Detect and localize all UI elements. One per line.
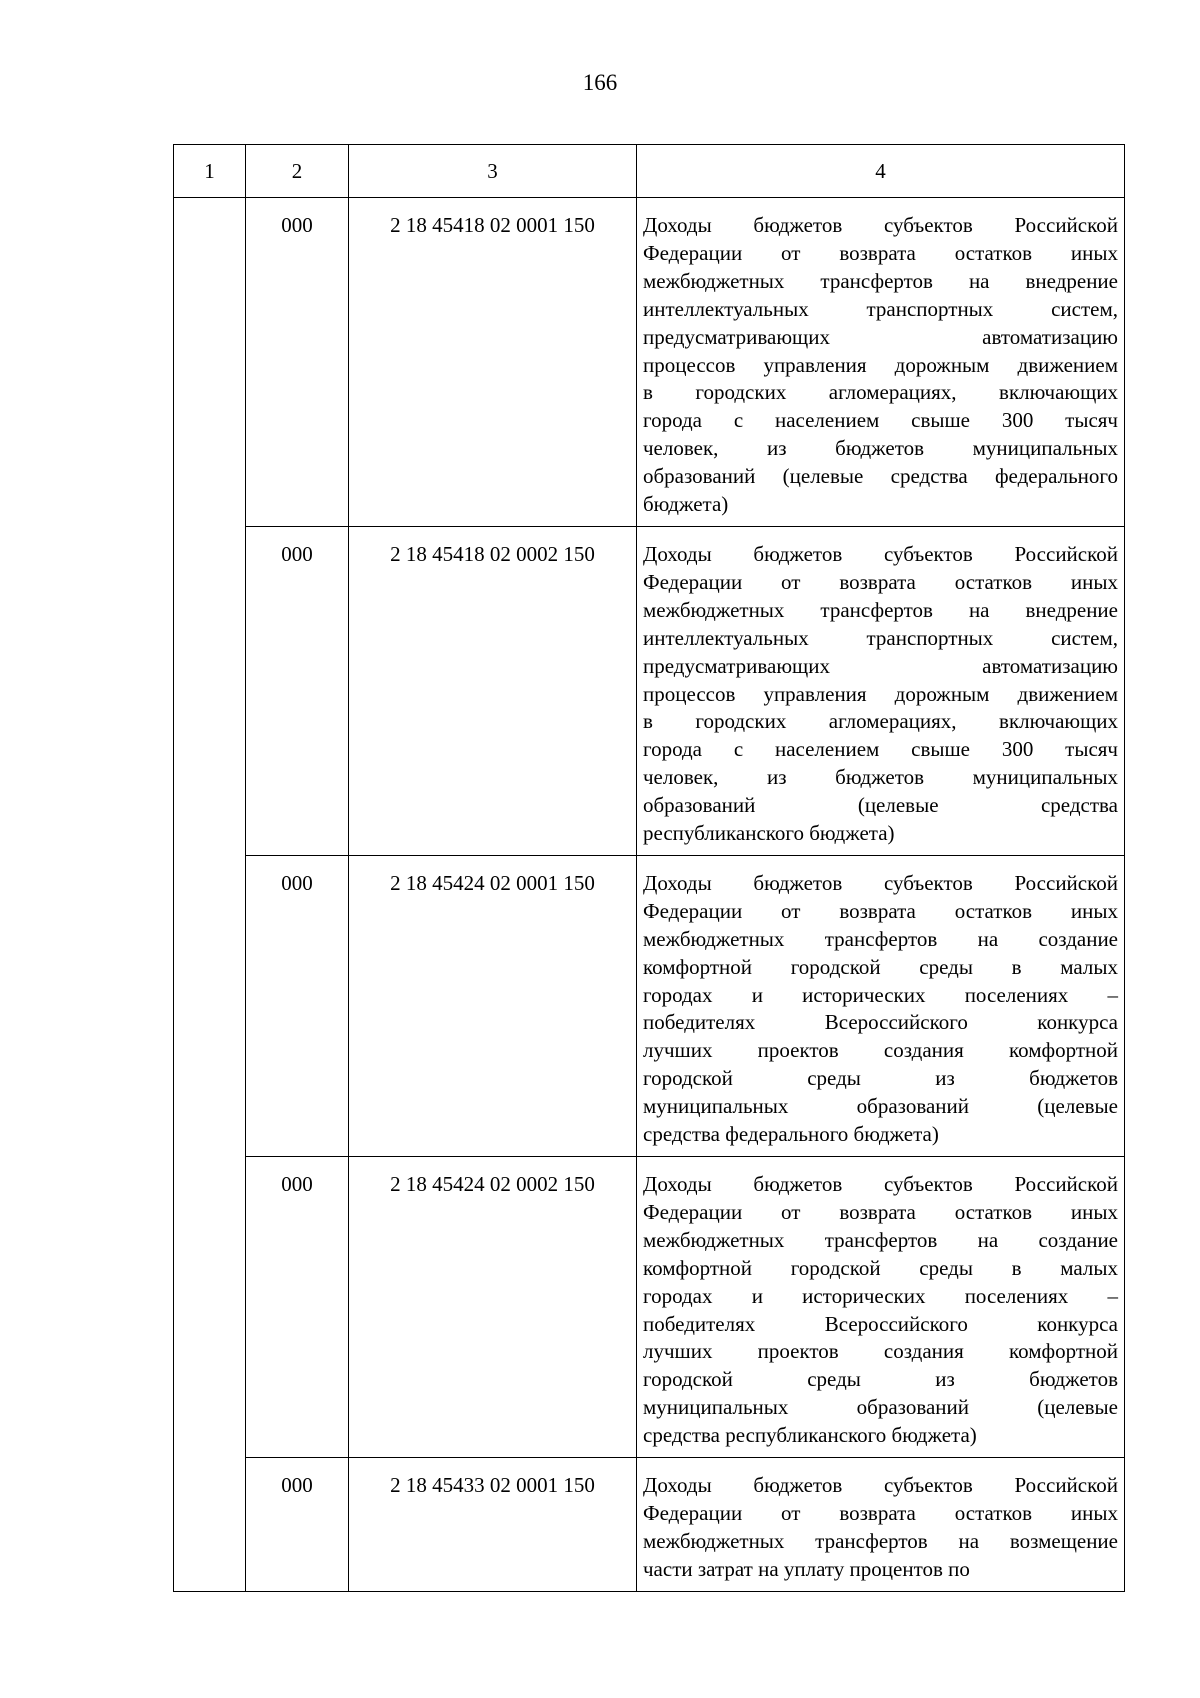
description-line: образований (целевые средства bbox=[643, 793, 1118, 818]
description-line: городах и исторических поселениях – bbox=[643, 1283, 1118, 1308]
description-line: Федерации от возврата остатков иных bbox=[643, 1199, 1118, 1224]
description-line: межбюджетных трансфертов на создание bbox=[643, 926, 1118, 951]
description-line: Доходы бюджетов субъектов Российской bbox=[643, 870, 1118, 895]
description-cell bbox=[637, 198, 1125, 527]
description-line: города с населением свыше 300 тысяч bbox=[643, 408, 1118, 433]
description-line: Федерации от возврата остатков иных bbox=[643, 569, 1118, 594]
description-line: средства республиканского бюджета) bbox=[643, 1423, 977, 1448]
description-line: города с населением свыше 300 тысяч bbox=[643, 737, 1118, 762]
description-cell bbox=[637, 855, 1125, 1156]
description-line: комфортной городской среды в малых bbox=[643, 1255, 1118, 1280]
table-row bbox=[174, 526, 1125, 855]
description-line: лучших проектов создания комфортной bbox=[643, 1038, 1118, 1063]
description-line: Доходы бюджетов субъектов Российской bbox=[643, 1473, 1118, 1498]
description-line: в городских агломерациях, включающих bbox=[643, 380, 1118, 405]
description-line: человек, из бюджетов муниципальных bbox=[643, 765, 1118, 790]
description-line: лучших проектов создания комфортной bbox=[643, 1339, 1118, 1364]
table-row bbox=[174, 1458, 1125, 1592]
header-cell-3: 3 bbox=[349, 145, 637, 198]
empty-group-cell bbox=[174, 198, 246, 1592]
budget-code-cell: 2 18 45424 02 0002 150 bbox=[349, 1157, 637, 1458]
description-line: Федерации от возврата остатков иных bbox=[643, 1500, 1118, 1525]
description-line: Доходы бюджетов субъектов Российской bbox=[643, 1172, 1118, 1196]
budget-code-table bbox=[173, 144, 1125, 1592]
description-text bbox=[637, 527, 1124, 855]
admin-code-cell: 000 bbox=[246, 1157, 349, 1458]
table-row bbox=[174, 1157, 1125, 1458]
description-line: межбюджетных трансфертов на внедрение bbox=[643, 268, 1118, 293]
description-line: Федерации от возврата остатков иных bbox=[643, 240, 1118, 265]
budget-code-cell: 2 18 45424 02 0001 150 bbox=[349, 855, 637, 1156]
description-line: победителях Всероссийского конкурса bbox=[643, 1311, 1118, 1336]
description-cell bbox=[637, 526, 1125, 855]
budget-code-cell: 2 18 45418 02 0001 150 bbox=[349, 198, 637, 527]
description-line: бюджета) bbox=[643, 492, 729, 517]
admin-code-cell: 000 bbox=[246, 198, 349, 527]
description-line: интеллектуальных транспортных систем, bbox=[643, 625, 1118, 650]
description-line: городской среды из бюджетов bbox=[643, 1367, 1118, 1392]
description-line: городах и исторических поселениях – bbox=[643, 982, 1118, 1007]
description-line: части затрат на уплату процентов по bbox=[643, 1556, 970, 1581]
description-line: в городских агломерациях, включающих bbox=[643, 709, 1118, 734]
description-line: республиканского бюджета) bbox=[643, 821, 895, 846]
description-line: межбюджетных трансфертов на возмещение bbox=[643, 1528, 1118, 1553]
description-line: муниципальных образований (целевые bbox=[643, 1094, 1118, 1119]
description-line: комфортной городской среды в малых bbox=[643, 954, 1118, 979]
budget-code-cell: 2 18 45433 02 0001 150 bbox=[349, 1458, 637, 1592]
description-line: процессов управления дорожным движением bbox=[643, 681, 1118, 706]
description-line: процессов управления дорожным движением bbox=[643, 352, 1118, 377]
header-cell-2: 2 bbox=[246, 145, 349, 198]
page-number: 166 bbox=[582, 70, 618, 95]
description-line: городской среды из бюджетов bbox=[643, 1066, 1118, 1091]
header-cell-1: 1 bbox=[174, 145, 246, 198]
description-text bbox=[637, 1458, 1124, 1591]
description-line: муниципальных образований (целевые bbox=[643, 1395, 1118, 1420]
description-line: образований (целевые средства федерального bbox=[643, 464, 1118, 489]
admin-code-cell: 000 bbox=[246, 855, 349, 1156]
description-line: человек, из бюджетов муниципальных bbox=[643, 436, 1118, 461]
admin-code-cell: 000 bbox=[246, 1458, 349, 1592]
table-row bbox=[174, 198, 1125, 527]
description-line: межбюджетных трансфертов на внедрение bbox=[643, 597, 1118, 622]
budget-code-cell: 2 18 45418 02 0002 150 bbox=[349, 526, 637, 855]
description-cell bbox=[637, 1458, 1125, 1592]
description-line: средства федерального бюджета) bbox=[643, 1122, 939, 1147]
description-text bbox=[637, 1157, 1124, 1457]
description-line: предусматривающих автоматизацию bbox=[643, 653, 1118, 678]
admin-code-cell: 000 bbox=[246, 526, 349, 855]
description-line: Доходы бюджетов субъектов Российской bbox=[643, 213, 1118, 237]
description-line: Доходы бюджетов субъектов Российской bbox=[643, 541, 1118, 566]
description-line: Федерации от возврата остатков иных bbox=[643, 898, 1118, 923]
description-text bbox=[637, 198, 1124, 526]
description-line: предусматривающих автоматизацию bbox=[643, 324, 1118, 349]
header-cell-4: 4 bbox=[637, 145, 1125, 198]
description-line: интеллектуальных транспортных систем, bbox=[643, 296, 1118, 321]
description-text bbox=[637, 856, 1124, 1156]
description-cell bbox=[637, 1157, 1125, 1458]
description-line: победителях Всероссийского конкурса bbox=[643, 1010, 1118, 1035]
table-header-row bbox=[174, 145, 1125, 198]
table-body bbox=[174, 145, 1125, 1592]
description-line: межбюджетных трансфертов на создание bbox=[643, 1227, 1118, 1252]
table-row bbox=[174, 855, 1125, 1156]
